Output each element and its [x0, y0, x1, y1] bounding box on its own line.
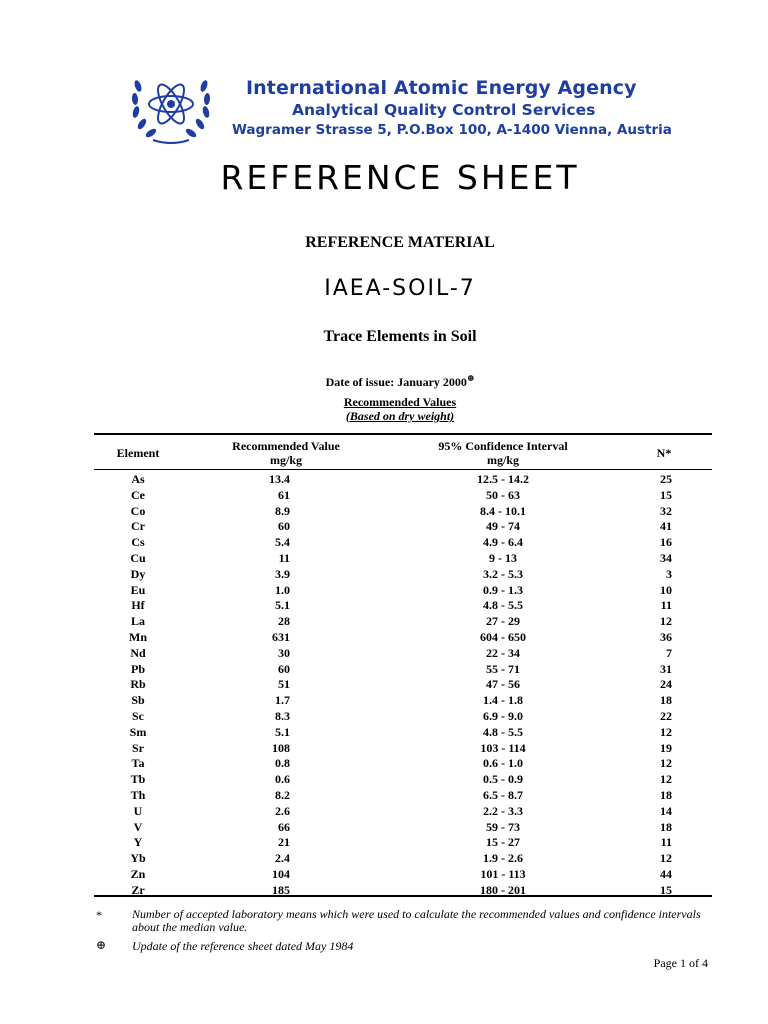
- ci-cell: 101 - 113: [480, 866, 526, 881]
- element-cell: As: [131, 472, 145, 486]
- value-cell: 5.4: [275, 535, 290, 550]
- value-cell: 108: [272, 740, 290, 755]
- n-cell: 14: [660, 803, 672, 818]
- element-cell: Rb: [130, 677, 146, 692]
- ci-cell: 604 - 650: [480, 629, 526, 644]
- element-cell: Eu: [130, 582, 146, 597]
- table-row: [0, 551, 768, 567]
- value-cell: 8.2: [275, 787, 290, 802]
- n-cell: 15: [660, 882, 672, 897]
- element-cell: Dy: [130, 566, 146, 581]
- table-row: [0, 598, 768, 614]
- element-cell: Cs: [131, 535, 145, 550]
- n-cell: 36: [660, 629, 672, 644]
- footnote-update-mark: ⊕: [96, 938, 107, 952]
- n-cell: 11: [660, 835, 672, 850]
- n-cell: 34: [660, 550, 672, 565]
- value-cell: 104: [272, 866, 290, 881]
- value-cell: 66: [278, 819, 290, 834]
- footnote-update: Update of the reference sheet dated May 1984: [132, 939, 354, 953]
- org-header: [232, 76, 672, 140]
- n-cell: 44: [660, 866, 672, 881]
- ci-cell: 8.4 - 10.1: [480, 503, 526, 518]
- table-top-rule: [94, 433, 712, 435]
- n-cell: 12: [660, 724, 672, 739]
- element-cell: Sb: [131, 693, 145, 708]
- n-cell: 12: [660, 851, 672, 866]
- element-cell: Sc: [132, 708, 144, 723]
- ci-cell: 180 - 201: [480, 882, 526, 897]
- ci-cell: 1.9 - 2.6: [483, 851, 523, 866]
- header-value-l1: Recommended Value: [232, 439, 340, 453]
- element-cell: Cu: [130, 550, 146, 565]
- ci-cell: 4.9 - 6.4: [483, 535, 523, 550]
- table-row: [0, 662, 768, 678]
- element-cell: Cr: [131, 519, 145, 534]
- table-row: [0, 535, 768, 551]
- ci-cell: 6.5 - 8.7: [483, 787, 523, 802]
- ci-cell: 9 - 13: [489, 550, 517, 565]
- header-value: [196, 439, 376, 467]
- page-number: Page 1 of 4: [653, 956, 708, 970]
- value-cell: 11: [278, 550, 290, 565]
- n-cell: 32: [660, 503, 672, 518]
- value-cell: 60: [278, 519, 290, 534]
- element-cell: Tb: [130, 772, 146, 787]
- ci-cell: 12.5 - 14.2: [477, 472, 529, 486]
- table-row: [0, 630, 768, 646]
- value-cell: 61: [278, 487, 290, 502]
- footnote-star-mark: *: [96, 908, 102, 922]
- ci-cell: 0.9 - 1.3: [483, 582, 523, 597]
- table-row: [0, 788, 768, 804]
- n-cell: 16: [660, 535, 672, 550]
- table-row: [0, 614, 768, 630]
- element-cell: Yb: [130, 851, 146, 866]
- n-cell: 25: [660, 472, 672, 486]
- table-bottom-rule: [94, 895, 712, 897]
- element-cell: V: [133, 819, 143, 834]
- value-cell: 5.1: [275, 598, 290, 613]
- material-label: REFERENCE MATERIAL: [305, 234, 495, 251]
- ci-cell: 22 - 34: [486, 645, 520, 660]
- element-cell: Pb: [130, 661, 145, 676]
- ci-cell: 3.2 - 5.3: [483, 566, 523, 581]
- n-cell: 24: [660, 677, 672, 692]
- value-cell: 3.9: [275, 566, 290, 581]
- header-ci-l2: mg/kg: [486, 453, 519, 467]
- n-cell: 18: [660, 693, 672, 708]
- ci-cell: 1.4 - 1.8: [483, 693, 523, 708]
- table-row: [0, 741, 768, 757]
- ci-cell: 59 - 73: [486, 819, 520, 834]
- ci-cell: 50 - 63: [486, 487, 520, 502]
- n-cell: 18: [660, 819, 672, 834]
- n-cell: 10: [660, 582, 672, 597]
- ci-cell: 47 - 56: [486, 677, 520, 692]
- table-row: [0, 504, 768, 520]
- n-cell: 41: [660, 519, 672, 534]
- element-cell: Zn: [130, 866, 146, 881]
- ci-cell: 4.8 - 5.5: [483, 724, 523, 739]
- element-cell: Nd: [130, 645, 146, 660]
- table-row: [0, 583, 768, 599]
- value-cell: 0.8: [275, 756, 290, 771]
- ci-cell: 27 - 29: [486, 614, 520, 629]
- n-cell: 11: [660, 598, 672, 613]
- iaea-logo: [128, 66, 214, 146]
- ci-cell: 4.8 - 5.5: [483, 598, 523, 613]
- value-cell: 2.4: [275, 851, 290, 866]
- value-cell: 8.3: [275, 708, 290, 723]
- org-name: International Atomic Energy Agency: [246, 77, 637, 99]
- element-cell: Y: [133, 835, 143, 850]
- org-service: Analytical Quality Control Services: [292, 101, 596, 119]
- subtitle: Trace Elements in Soil: [323, 328, 477, 345]
- value-cell: 13.4: [269, 472, 290, 486]
- recommended-values-heading: [0, 395, 768, 423]
- page-title: REFERENCE SHEET: [220, 158, 580, 197]
- org-address: Wagramer Strasse 5, P.O.Box 100, A-1400 Vienna, Austria: [232, 122, 672, 138]
- value-cell: 0.6: [275, 772, 290, 787]
- ci-cell: 0.6 - 1.0: [483, 756, 523, 771]
- ci-cell: 49 - 74: [486, 519, 520, 534]
- ci-cell: 55 - 71: [486, 661, 520, 676]
- n-cell: 18: [660, 787, 672, 802]
- value-cell: 28: [278, 614, 290, 629]
- ci-cell: 0.5 - 0.9: [483, 772, 523, 787]
- n-cell: 12: [660, 772, 672, 787]
- header-n: N*: [656, 446, 672, 460]
- value-cell: 60: [278, 661, 290, 676]
- table-row: [0, 472, 768, 488]
- n-cell: 19: [660, 740, 672, 755]
- value-cell: 21: [278, 835, 290, 850]
- n-cell: 12: [660, 614, 672, 629]
- table-header-rule: [94, 469, 712, 470]
- table-row: [0, 804, 768, 820]
- ci-cell: 15 - 27: [486, 835, 520, 850]
- table-row: [0, 488, 768, 504]
- table-row: [0, 867, 768, 883]
- value-cell: 51: [278, 677, 290, 692]
- value-cell: 8.9: [275, 503, 290, 518]
- element-cell: Sr: [132, 740, 144, 755]
- table-row: [0, 725, 768, 741]
- element-cell: Sm: [129, 724, 147, 739]
- table-row: [0, 677, 768, 693]
- element-cell: Mn: [129, 629, 147, 644]
- element-cell: La: [130, 614, 145, 629]
- ci-cell: 103 - 114: [480, 740, 526, 755]
- value-cell: 30: [278, 645, 290, 660]
- table-row: [0, 693, 768, 709]
- table-row: [0, 851, 768, 867]
- element-cell: Th: [130, 787, 146, 802]
- table-row: [0, 820, 768, 836]
- issue-date-mark: ⊕: [466, 373, 475, 383]
- table-row: [0, 646, 768, 662]
- ci-cell: 6.9 - 9.0: [483, 708, 523, 723]
- value-cell: 1.0: [275, 582, 290, 597]
- table-row: [0, 567, 768, 583]
- recommended-basis: (Based on dry weight): [345, 409, 455, 423]
- material-code: IAEA-SOIL-7: [324, 276, 476, 301]
- element-cell: Zr: [131, 882, 145, 897]
- element-cell: Ce: [131, 487, 145, 502]
- ci-cell: 2.2 - 3.3: [483, 803, 523, 818]
- value-cell: 2.6: [275, 803, 290, 818]
- value-cell: 5.1: [275, 724, 290, 739]
- recommended-title: Recommended Values: [343, 395, 457, 409]
- table-row: [0, 772, 768, 788]
- footnote-star: Number of accepted laboratory means which were used to calculate the recommended values and confidence intervals about the median value.: [132, 907, 701, 934]
- value-cell: 1.7: [275, 693, 290, 708]
- table-row: [0, 756, 768, 772]
- element-cell: Co: [130, 503, 146, 518]
- n-cell: 12: [660, 756, 672, 771]
- header-ci: [400, 439, 606, 467]
- n-cell: 7: [666, 645, 672, 660]
- n-cell: 31: [660, 661, 672, 676]
- table-body: [0, 472, 768, 899]
- value-cell: 185: [272, 882, 290, 897]
- header-value-l2: mg/kg: [269, 453, 302, 467]
- table-row: [0, 709, 768, 725]
- value-cell: 631: [272, 629, 290, 644]
- n-cell: 22: [660, 708, 672, 723]
- table-row: [0, 835, 768, 851]
- issue-date: [0, 373, 768, 390]
- header-element: Element: [116, 446, 160, 460]
- table-row: [0, 519, 768, 535]
- header-ci-l1: 95% Confidence Interval: [438, 439, 568, 453]
- n-cell: 15: [660, 487, 672, 502]
- element-cell: U: [133, 803, 143, 818]
- n-cell: 3: [666, 566, 672, 581]
- issue-date-text: Date of issue: January 2000: [325, 375, 467, 389]
- element-cell: Hf: [131, 598, 145, 613]
- element-cell: Ta: [131, 756, 145, 771]
